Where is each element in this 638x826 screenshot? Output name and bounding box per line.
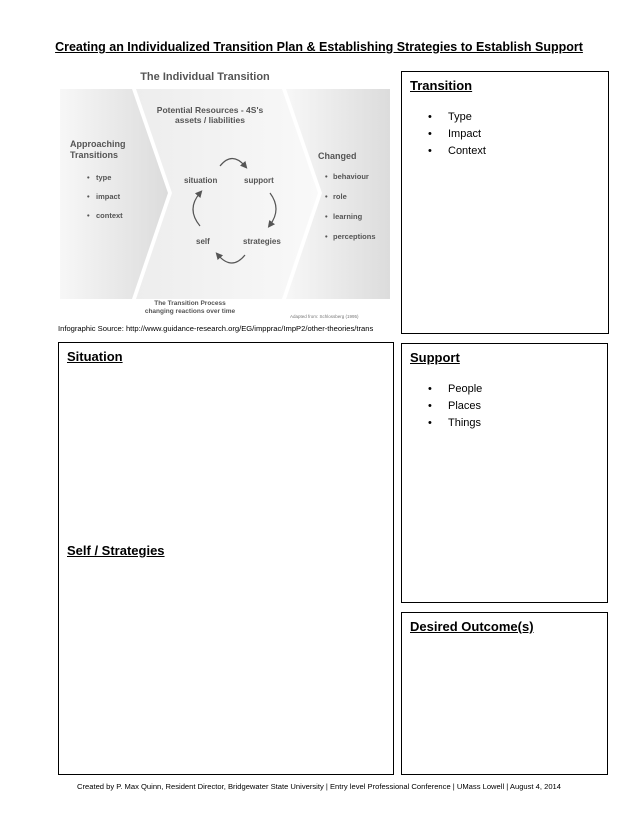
support-list bbox=[428, 381, 482, 432]
list-item: • Things bbox=[428, 415, 482, 432]
svg-text:•: • bbox=[325, 232, 328, 241]
approaching-item: type bbox=[96, 173, 112, 182]
process-title: The Transition Process bbox=[154, 300, 226, 307]
list-item: • People bbox=[428, 381, 482, 398]
list-item: • Context bbox=[428, 143, 486, 160]
desired-outcome-title: Desired Outcome(s) bbox=[410, 619, 534, 634]
list-item: • Places bbox=[428, 398, 482, 415]
changed-item: learning bbox=[333, 212, 363, 221]
svg-text:•: • bbox=[87, 192, 90, 201]
page-title: Creating an Individualized Transition Plan & Establishing Strategies to Establish Support bbox=[55, 40, 583, 54]
list-item: • Impact bbox=[428, 126, 486, 143]
transition-infographic bbox=[60, 63, 390, 321]
infographic-source: Infographic Source: http://www.guidance-research.org/EG/impprac/ImpP2/other-theories/trans bbox=[58, 324, 374, 333]
svg-text:•: • bbox=[87, 173, 90, 182]
support-box[interactable] bbox=[401, 343, 608, 603]
situation-title: Situation bbox=[67, 349, 123, 364]
approaching-item: impact bbox=[96, 192, 121, 201]
cycle-strategies: strategies bbox=[243, 237, 281, 246]
transition-list bbox=[428, 109, 486, 160]
cycle-situation: situation bbox=[184, 176, 218, 185]
desired-outcome-box[interactable] bbox=[401, 612, 608, 775]
svg-text:•: • bbox=[325, 192, 328, 201]
changed-item: role bbox=[333, 192, 347, 201]
changed-title: Changed bbox=[318, 151, 357, 161]
approaching-title: Approaching bbox=[70, 139, 126, 149]
approaching-title-2: Transitions bbox=[70, 150, 119, 160]
cycle-support: support bbox=[244, 176, 274, 185]
changed-item: behaviour bbox=[333, 172, 369, 181]
svg-text:•: • bbox=[325, 172, 328, 181]
situation-box[interactable] bbox=[58, 342, 394, 775]
approaching-item: context bbox=[96, 211, 123, 220]
resources-title: Potential Resources - 4S's bbox=[156, 105, 264, 115]
list-item: • Type bbox=[428, 109, 486, 126]
svg-text:•: • bbox=[87, 211, 90, 220]
support-title: Support bbox=[410, 350, 460, 365]
self-strategies-title: Self / Strategies bbox=[67, 543, 165, 558]
process-subtitle: changing reactions over time bbox=[144, 308, 236, 315]
resources-subtitle: assets / liabilities bbox=[175, 115, 245, 125]
svg-text:•: • bbox=[325, 212, 328, 221]
footer-credit: Created by P. Max Quinn, Resident Director, Bridgewater State University | Entry level Professional Conference | UMass Lowell | August 4, 2014 bbox=[77, 782, 561, 791]
transition-title: Transition bbox=[410, 78, 473, 93]
transition-box[interactable] bbox=[401, 71, 609, 334]
cycle-self: self bbox=[196, 237, 210, 246]
adapted-note: Adapted from: Schlossberg (1995) bbox=[290, 314, 359, 319]
infographic-heading: The Individual Transition bbox=[140, 71, 270, 83]
changed-item: perceptions bbox=[333, 232, 376, 241]
